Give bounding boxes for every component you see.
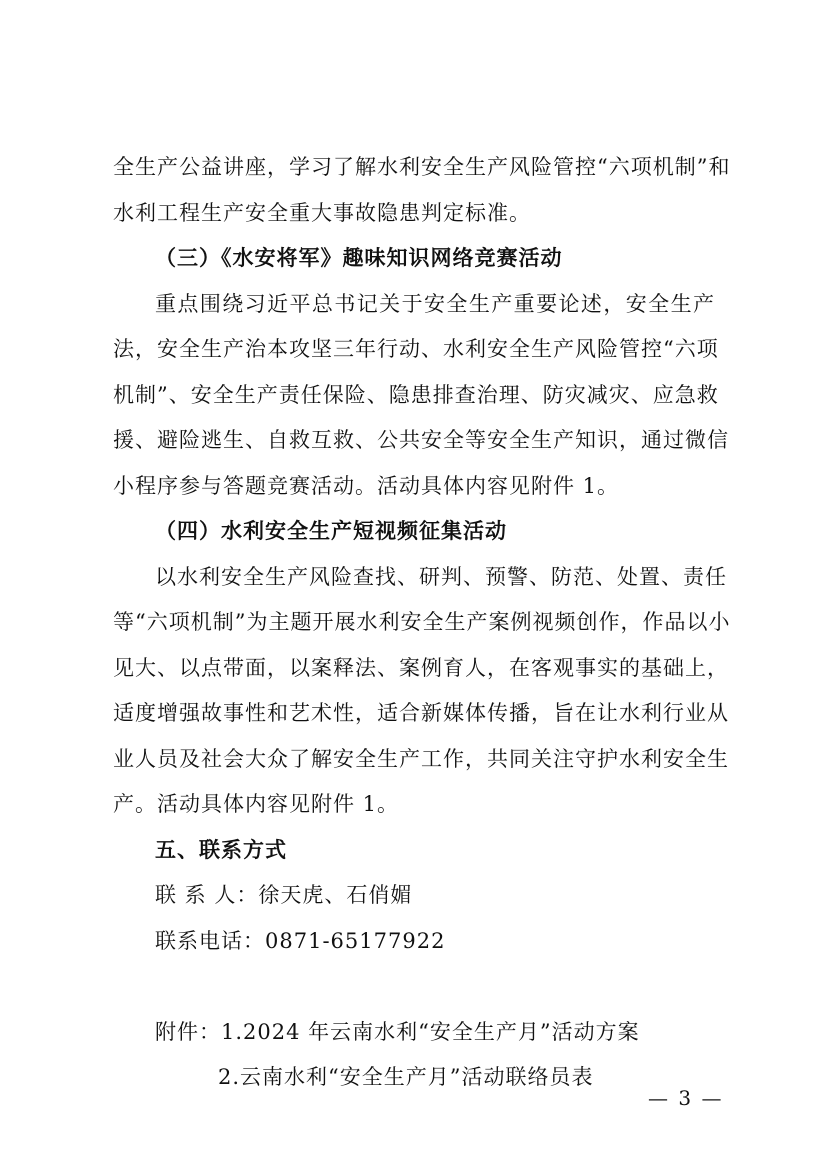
paragraph-line: 重点围绕习近平总书记关于安全生产重要论述，安全生产 — [155, 292, 715, 316]
contact-phone: 联系电话：0871-65177922 — [155, 929, 446, 953]
paragraph-line: 水利工程生产安全重大事故隐患判定标准。 — [113, 201, 531, 225]
attachment-item-2: 2.云南水利“安全生产月”活动联络员表 — [218, 1065, 594, 1089]
section-heading-5: 五、联系方式 — [155, 837, 287, 862]
contact-person: 联 系 人：徐天虎、石俏媚 — [155, 883, 413, 907]
section-heading-3: （三）《水安将军》趣味知识网络竞赛活动 — [155, 245, 563, 270]
paragraph-line: 援、避险逃生、自救互救、公共安全等安全生产知识，通过微信 — [113, 428, 729, 452]
paragraph-line: 适度增强故事性和艺术性，适合新媒体传播，旨在让水利行业从 — [113, 701, 729, 725]
paragraph-line: 等“六项机制”为主题开展水利安全生产案例视频创作，作品以小 — [113, 610, 731, 634]
paragraph-line: 机制”、安全生产责任保险、隐患排查治理、防灾减灾、应急救 — [113, 383, 719, 407]
paragraph-line: 见大、以点带面，以案释法、案例育人，在客观事实的基础上， — [113, 656, 729, 680]
paragraph-line: 产。活动具体内容见附件 1。 — [113, 792, 400, 816]
section-heading-4: （四）水利安全生产短视频征集活动 — [155, 518, 507, 543]
paragraph-line: 业人员及社会大众了解安全生产工作，共同关注守护水利安全生 — [113, 747, 729, 771]
paragraph-line: 以水利安全生产风险查找、研判、预警、防范、处置、责任 — [155, 565, 727, 589]
attachment-item-1: 附件：1.2024 年云南水利“安全生产月”活动方案 — [155, 1020, 640, 1044]
paragraph-line: 法，安全生产治本攻坚三年行动、水利安全生产风险管控“六项 — [113, 337, 719, 361]
paragraph-line: 小程序参与答题竞赛活动。活动具体内容见附件 1。 — [113, 474, 620, 498]
paragraph-line: 全生产公益讲座，学习了解水利安全生产风险管控“六项机制”和 — [113, 155, 731, 179]
page-number: — 3 — — [648, 1086, 724, 1110]
